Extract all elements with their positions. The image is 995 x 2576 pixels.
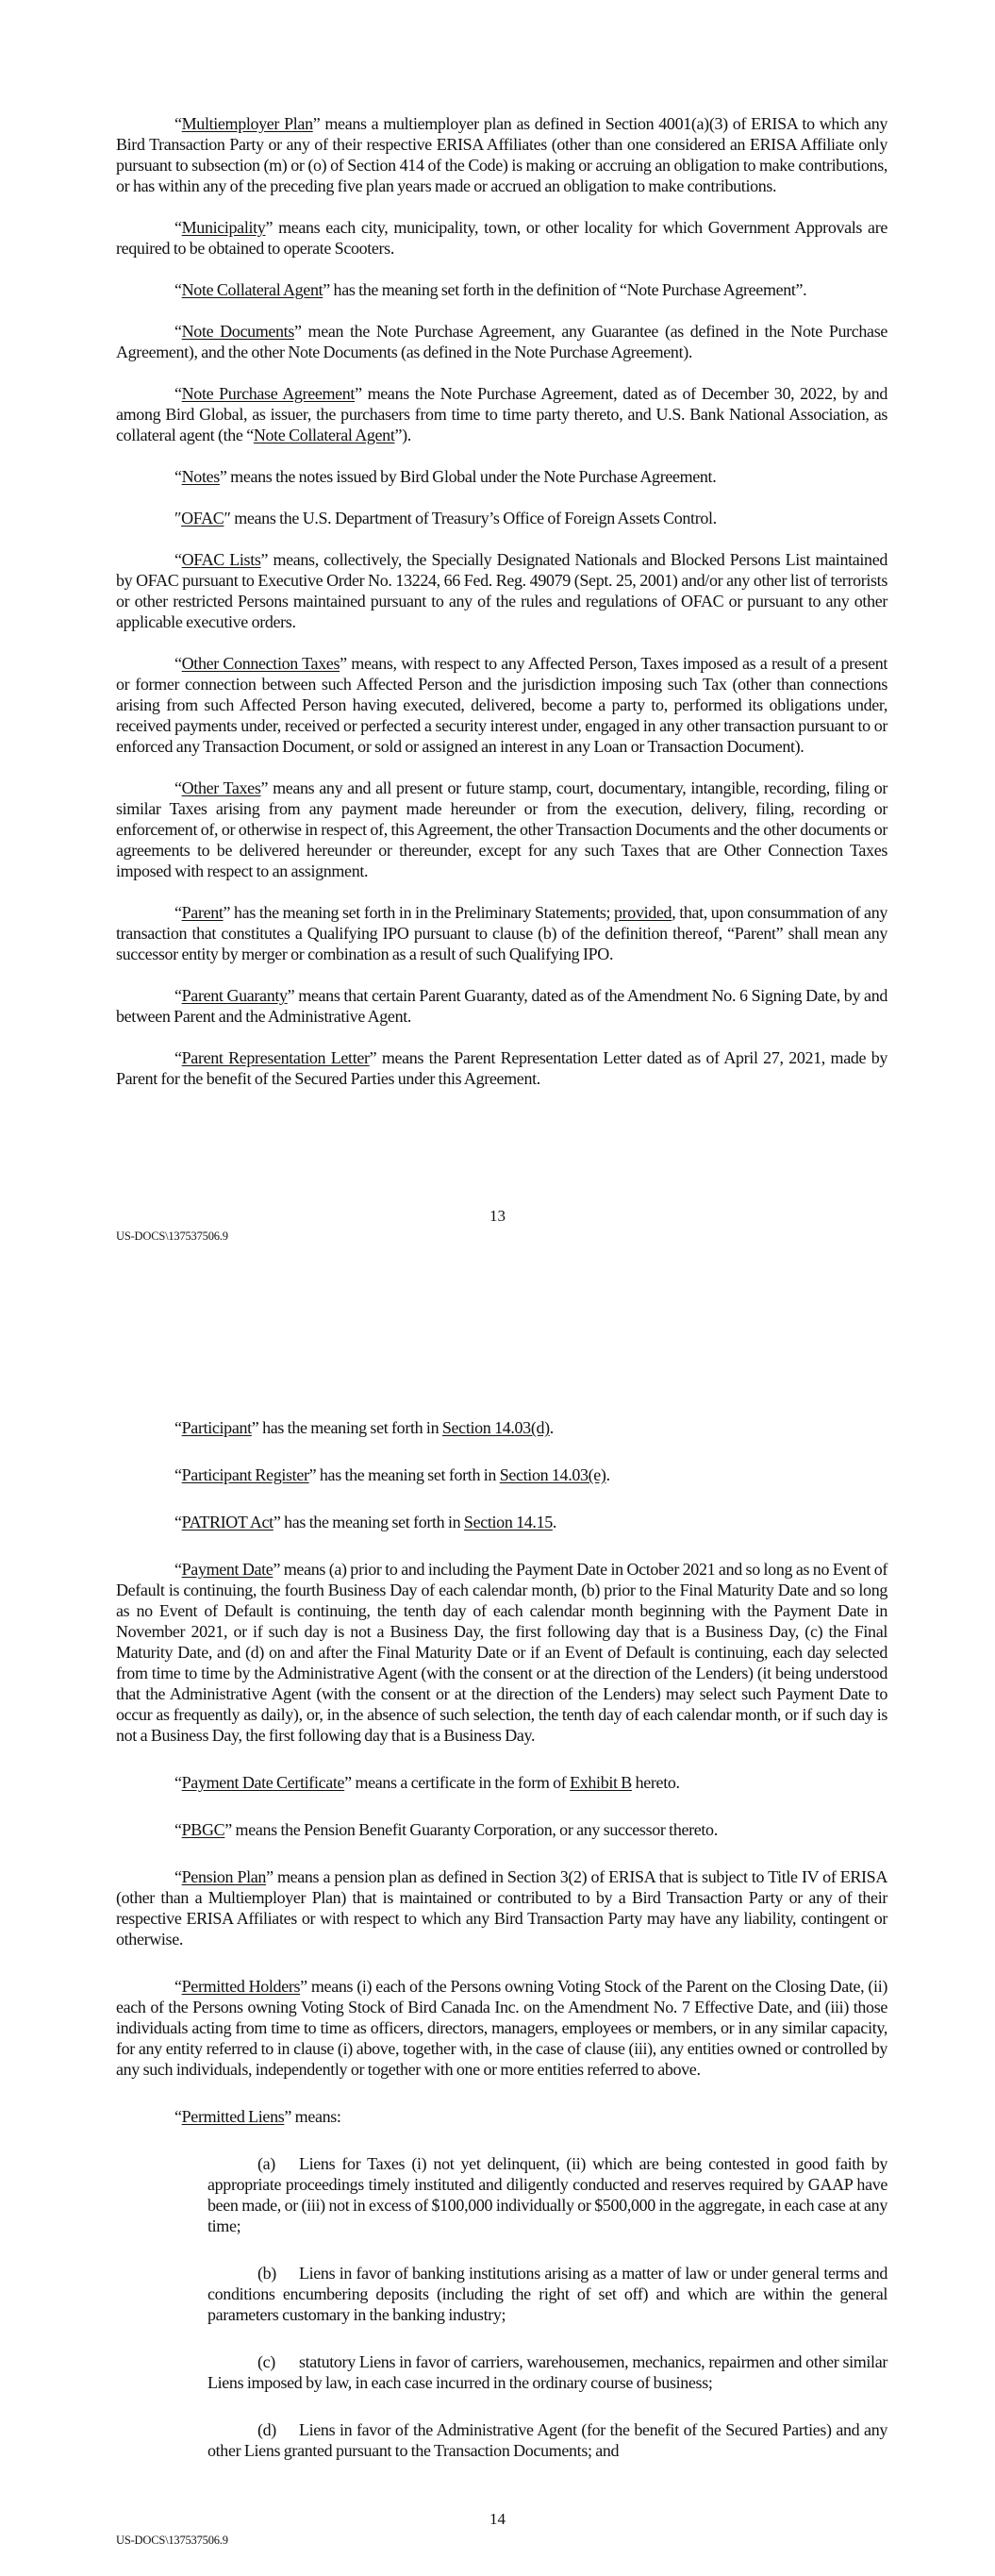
defined-term: Note Purchase Agreement <box>181 384 356 403</box>
defined-term: Municipality <box>181 218 266 237</box>
defined-term: Other Taxes <box>181 778 261 797</box>
defined-term: PBGC <box>181 1820 225 1839</box>
definition-paragraph <box>116 778 887 881</box>
paragraph-text: “ <box>174 1977 182 1996</box>
defined-term: Participant <box>181 1418 252 1437</box>
page-number: 14 <box>489 2510 506 2528</box>
definition-paragraph <box>116 1512 887 1532</box>
paragraph-text: “ <box>174 322 182 341</box>
page-body <box>116 113 887 1110</box>
paragraph-text: “ <box>174 903 182 922</box>
paragraph-text: ” means the Pension Benefit Guaranty Corporation, or any successor thereto. <box>224 1820 718 1839</box>
paragraph-text: “ <box>174 986 182 1005</box>
paragraph-text: “ <box>174 1418 182 1437</box>
subclause-label: (a) <box>257 2154 275 2173</box>
paragraph-text: “ <box>174 654 182 673</box>
paragraph-text: ” means a pension plan as defined in Section 3(2) of ERISA that is subject to Title IV of ERISA (other than a Multiemployer Plan) that is maintained or contributed to by a Bird Transaction Party or any of their respective ERISA Affiliates or with respect to which any Bird Transaction Party may have any liability, contingent or otherwise. <box>116 1867 887 1949</box>
subclause-label: (b) <box>257 2264 276 2283</box>
definition-paragraph <box>116 113 887 196</box>
paragraph-text: ” means each city, municipality, town, or other locality for which Government Approvals are required to be obtained to operate Scooters. <box>116 218 887 258</box>
paragraph-text: ” has the meaning set forth in the definition of “Note Purchase Agreement”. <box>323 280 807 299</box>
paragraph-text: ” means a certificate in the form of <box>344 1773 571 1792</box>
subclause-label: (c) <box>257 2352 275 2371</box>
definition-paragraph <box>116 549 887 632</box>
defined-term: Multiemployer Plan <box>181 114 313 133</box>
paragraph-text: ″ means the U.S. Department of Treasury’s Office of Foreign Assets Control. <box>224 509 717 527</box>
paragraph-text: ” has the meaning set forth in in the Preliminary Statements; <box>223 903 615 922</box>
paragraph-text: , that, upon consummation of any transaction that constitutes a Qualifying IPO pursuant to clause (b) of the definition thereof, “Parent” shall mean any successor entity by merger or combination as a result of such Qualifying IPO. <box>116 903 888 963</box>
paragraph-text: ” means any and all present or future stamp, court, documentary, intangible, recording, filing or similar Taxes arising from any payment made hereunder or from the execution, delivery, filing, recording or enforcement of, or otherwise in respect of, this Agreement, the other Transaction Documents and the other documents or agreements to be delivered hereunder or thereunder, except for any such Taxes that are Other Connection Taxes imposed with respect to an assignment. <box>116 778 887 880</box>
paragraph-text: ” means, with respect to any Affected Person, Taxes imposed as a result of a present or former connection between such Affected Person and the jurisdiction imposing such Tax (other than connections arising from such Affected Person having executed, delivered, become a party to, performed its obligations under, received payments under, received or perfected a security interest under, engaged in any other transaction pursuant to or enforced any Transaction Document, or sold or assigned an interest in any Loan or Transaction Document). <box>116 654 888 756</box>
page-number: 13 <box>489 1207 506 1225</box>
definition-paragraph <box>116 508 887 528</box>
defined-term: Section 14.15 <box>463 1513 553 1531</box>
definition-subclause <box>207 2351 887 2393</box>
paragraph-text: “ <box>174 218 182 237</box>
definition-subclause <box>207 2153 887 2236</box>
definition-paragraph <box>116 1417 887 1438</box>
defined-term: Note Documents <box>181 322 294 341</box>
paragraph-text: “ <box>174 2107 182 2126</box>
definition-subclause <box>207 2263 887 2325</box>
defined-term: Parent <box>181 903 224 922</box>
definition-paragraph <box>116 1772 887 1793</box>
defined-term: Permitted Liens <box>181 2107 285 2126</box>
defined-term: Parent Representation Letter <box>181 1048 370 1067</box>
defined-term: Section 14.03(d) <box>441 1418 550 1437</box>
defined-term: Other Connection Taxes <box>181 654 340 673</box>
paragraph-text: ″ <box>174 509 182 527</box>
definition-paragraph <box>116 279 887 300</box>
definition-paragraph <box>116 1976 887 2080</box>
paragraph-text: “ <box>174 1820 182 1839</box>
paragraph-text: ” means (a) prior to and including the Payment Date in October 2021 and so long as no Event of Default is continuing, the fourth Business Day of each calendar month, (b) prior to the Final Maturity Date and so long as no Event of Default is continuing, the tenth day of each calendar month beginning with the Payment Date in November 2021, or if such day is not a Business Day, the first following day that is a Business Day, (c) the Final Maturity Date, and (d) on and after the Final Maturity Date or if an Event of Default is continuing, each day selected from time to time by the Administrative Agent (with the consent or at the direction of the Lenders) (it being understood that the Administrative Agent (with the consent or at the direction of the Lenders) may select such Payment Date to occur as frequently as daily), or, in the absence of such selection, the tenth day of each calendar month, or if such day is not a Business Day, the first following day that is a Business Day. <box>116 1560 887 1745</box>
defined-term: Note Collateral Agent <box>253 426 395 444</box>
paragraph-text: “ <box>174 550 182 569</box>
defined-term: Pension Plan <box>181 1867 267 1886</box>
definition-paragraph <box>116 653 887 757</box>
definition-paragraph <box>116 1464 887 1485</box>
defined-term: Participant Register <box>181 1465 309 1484</box>
paragraph-text: “ <box>174 384 182 403</box>
definition-subclause <box>207 2419 887 2461</box>
paragraph-text: “ <box>174 467 182 486</box>
paragraph-text: statutory Liens in favor of carriers, warehousemen, mechanics, repairmen and other similar Liens imposed by law, in each case incurred in the ordinary course of business; <box>207 2352 887 2392</box>
paragraph-text: “ <box>174 1465 182 1484</box>
defined-term: provided <box>614 903 672 922</box>
document-id-footer: US-DOCS\137537506.9 <box>116 2534 228 2547</box>
paragraph-text: . <box>549 1418 554 1437</box>
paragraph-text: “ <box>174 1560 182 1579</box>
paragraph-text: . <box>552 1513 557 1531</box>
defined-term: Permitted Holders <box>181 1977 301 1996</box>
paragraph-text: ” means that certain Parent Guaranty, dated as of the Amendment No. 6 Signing Date, by and between Parent and the Administrative Agent. <box>116 986 887 1026</box>
definition-paragraph <box>116 985 887 1027</box>
definition-paragraph <box>116 1866 887 1949</box>
definition-paragraph <box>116 466 887 487</box>
definition-paragraph <box>116 1047 887 1089</box>
paragraph-text: Liens in favor of banking institutions arising as a matter of law or under general terms and conditions encumbering deposits (including the right of set off) and which are within the general parameters customary in the banking industry; <box>207 2264 887 2324</box>
paragraph-text: “ <box>174 1867 182 1886</box>
defined-term: Note Collateral Agent <box>181 280 323 299</box>
paragraph-text: ” means the Note Purchase Agreement, dated as of December 30, 2022, by and among Bird Global, as issuer, the purchasers from time to time party thereto, and U.S. Bank National Association, as collateral agent (the “ <box>116 384 887 444</box>
paragraph-text: ”). <box>394 426 411 444</box>
paragraph-text: “ <box>174 1513 182 1531</box>
paragraph-text: “ <box>174 1048 182 1067</box>
page-body <box>116 1417 887 2487</box>
paragraph-text: ” means a multiemployer plan as defined in Section 4001(a)(3) of ERISA to which any Bird Transaction Party or any of their respective ERISA Affiliates (other than one considered an ERISA Affiliate only pursuant to subsection (m) or (o) of Section 414 of the Code) is making or accruing an obligation to make contributions, or has within any of the preceding five plan years made or accrued an obligation to make contributions. <box>116 114 887 195</box>
paragraph-text: “ <box>174 1773 182 1792</box>
definition-paragraph <box>116 321 887 362</box>
defined-term: PATRIOT Act <box>181 1513 274 1531</box>
definition-paragraph <box>116 2106 887 2127</box>
paragraph-text: Liens for Taxes (i) not yet delinquent, (ii) which are being contested in good faith by appropriate proceedings timely instituted and diligently conducted and reserves required by GAAP have been made, or (iii) not in excess of $100,000 individually or $500,000 in the aggregate, in each case at any time; <box>207 2154 887 2235</box>
paragraph-text: ” means the notes issued by Bird Global under the Note Purchase Agreement. <box>219 467 717 486</box>
paragraph-text: hereto. <box>631 1773 680 1792</box>
paragraph-text: “ <box>174 114 182 133</box>
subclause-label: (d) <box>257 2420 276 2439</box>
defined-term: Section 14.03(e) <box>499 1465 606 1484</box>
paragraph-text: Liens in favor of the Administrative Agent (for the benefit of the Secured Parties) and any other Liens granted pursuant to the Transaction Documents; and <box>207 2420 887 2460</box>
paragraph-text: ” has the meaning set forth in <box>308 1465 500 1484</box>
paragraph-text: ” means the Parent Representation Letter dated as of April 27, 2021, made by Parent for the benefit of the Secured Parties under this Agreement. <box>116 1048 888 1088</box>
definition-paragraph <box>116 902 887 964</box>
paragraph-text: ” has the meaning set forth in <box>273 1513 464 1531</box>
paragraph-text: ” means: <box>284 2107 341 2126</box>
defined-term: Parent Guaranty <box>181 986 288 1005</box>
document-page-14 <box>0 1288 995 2576</box>
definition-paragraph <box>116 383 887 445</box>
defined-term: OFAC Lists <box>181 550 261 569</box>
definition-paragraph <box>116 1559 887 1746</box>
paragraph-text: ” mean the Note Purchase Agreement, any Guarantee (as defined in the Note Purchase Agreement), and the other Note Documents (as defined in the Note Purchase Agreement). <box>116 322 887 361</box>
definition-paragraph <box>116 1819 887 1840</box>
paragraph-text: . <box>605 1465 610 1484</box>
defined-term: Payment Date Certificate <box>181 1773 345 1792</box>
definition-paragraph <box>116 217 887 259</box>
paragraph-text: “ <box>174 778 182 797</box>
paragraph-text: “ <box>174 280 182 299</box>
paragraph-text: ” means (i) each of the Persons owning Voting Stock of the Parent on the Closing Date, (ii) each of the Persons owning Voting Stock of Bird Canada Inc. on the Amendment No. 7 Effective Date, and (iii) those individuals acting from time to time as officers, directors, managers, employees or members, or in any similar capacity, for any entity referred to in clause (i) above, together with, in the case of clause (iii), any entities owned or controlled by any such individuals, independently or together with one or more entities referred to above. <box>116 1977 887 2079</box>
defined-term: Notes <box>181 467 220 486</box>
defined-term: OFAC <box>181 509 224 527</box>
paragraph-text: ” has the meaning set forth in <box>251 1418 442 1437</box>
defined-term: Payment Date <box>181 1560 274 1579</box>
defined-term: Exhibit B <box>570 1773 632 1792</box>
document-id-footer: US-DOCS\137537506.9 <box>116 1229 228 1243</box>
paragraph-text: ” means, collectively, the Specially Designated Nationals and Blocked Persons List maintained by OFAC pursuant to Executive Order No. 13224, 66 Fed. Reg. 49079 (Sept. 25, 2001) and/or any other list of terrorists or other restricted Persons maintained pursuant to any of the rules and regulations of OFAC or pursuant to any other applicable executive orders. <box>116 550 887 631</box>
